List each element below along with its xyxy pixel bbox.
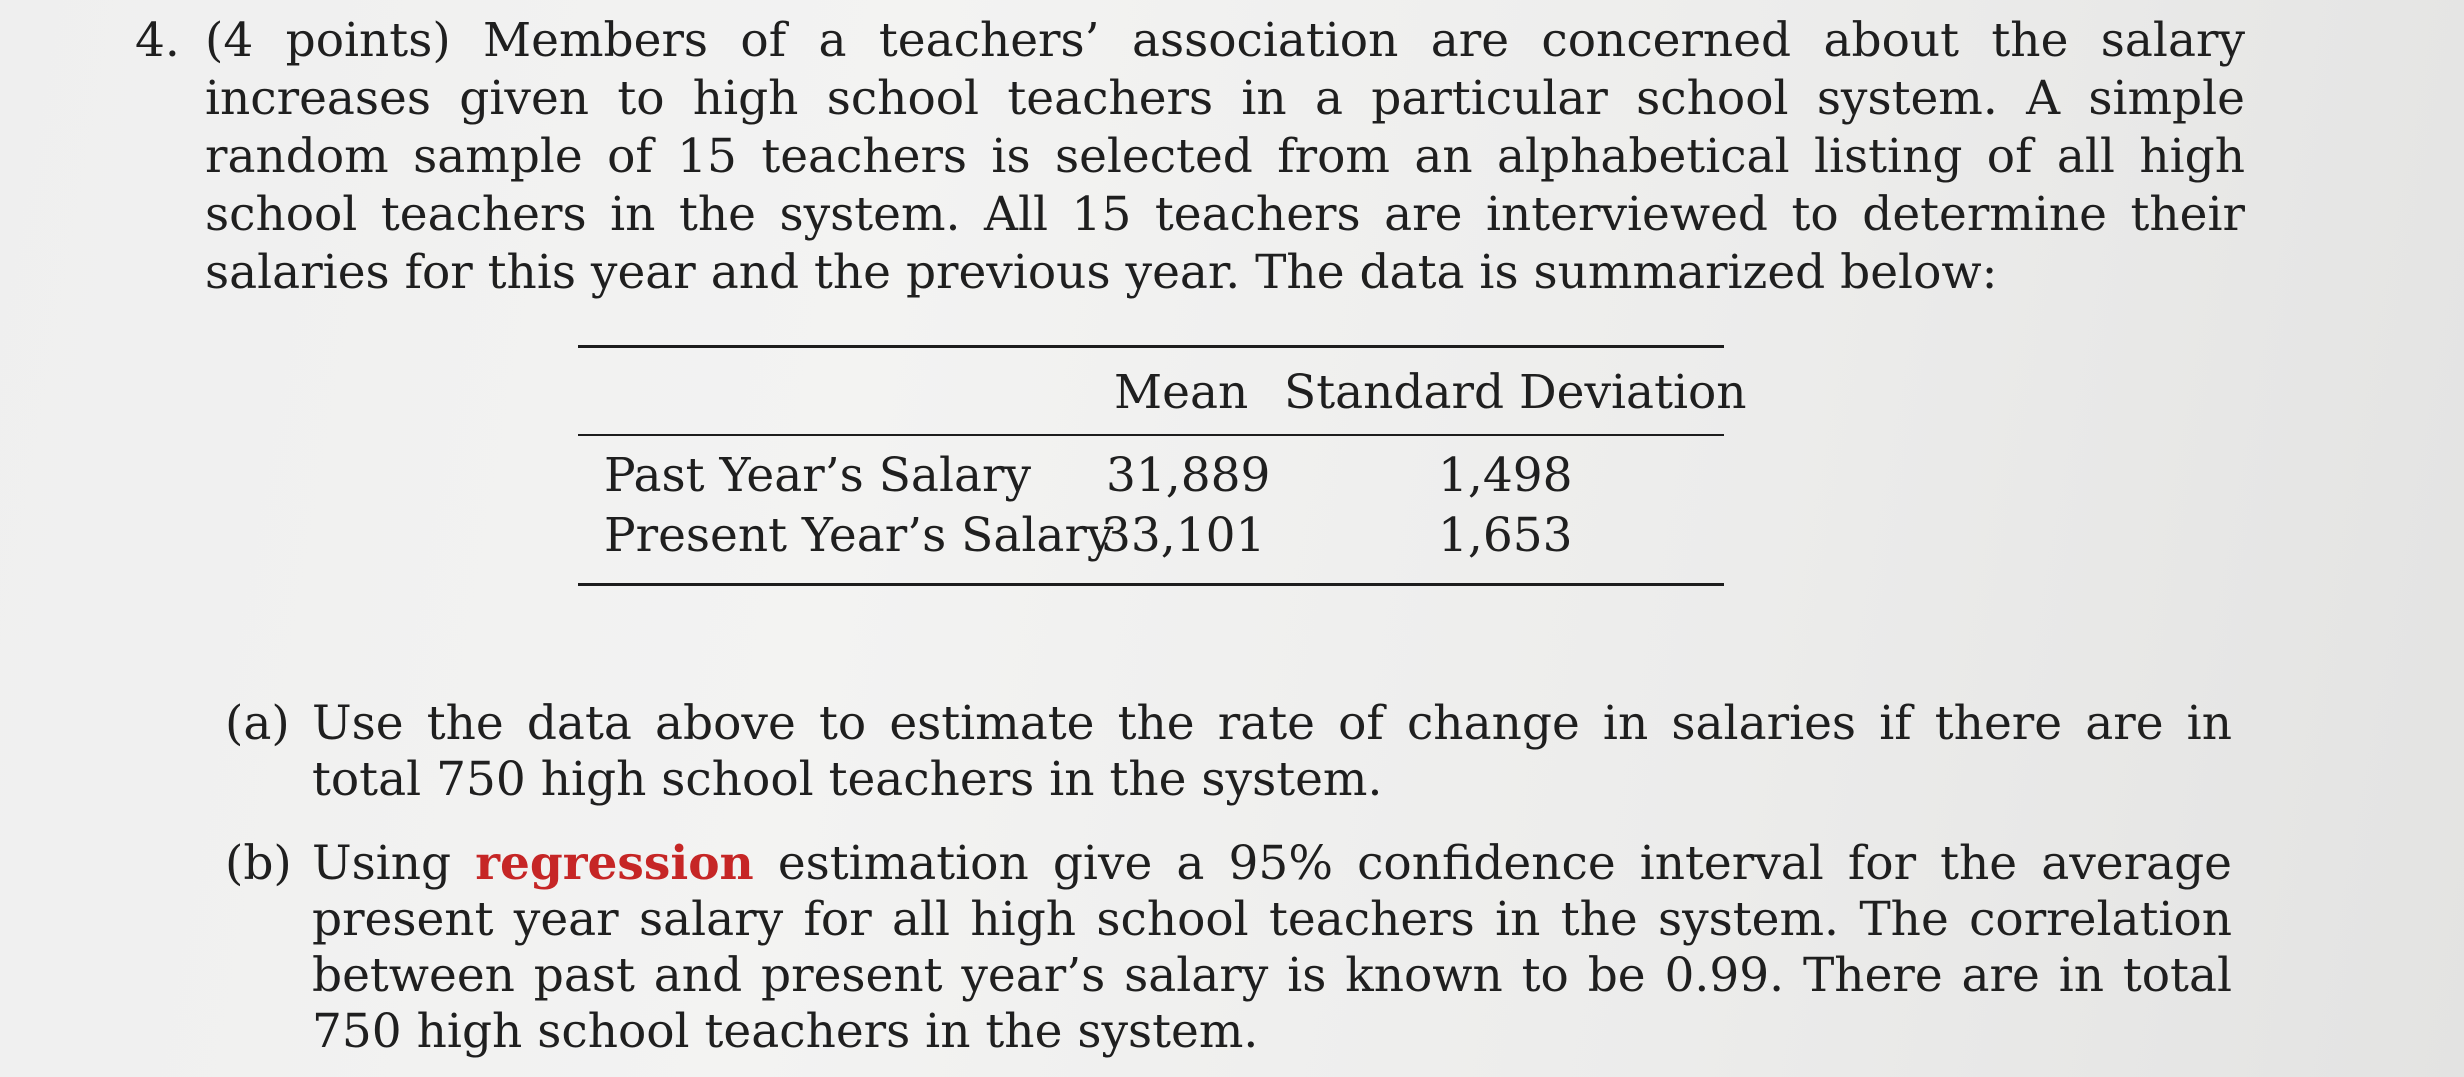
row-label-present-year: Present Year’s Salary bbox=[604, 508, 1114, 563]
part-b bbox=[225, 836, 2245, 1059]
table-bottom-rule bbox=[578, 583, 1724, 586]
part-a bbox=[225, 696, 2245, 816]
column-header-standard-deviation: Standard Deviation bbox=[1284, 365, 1747, 420]
table-header-rule bbox=[578, 434, 1724, 436]
cell-present-year-sd: 1,653 bbox=[1438, 508, 1573, 563]
cell-past-year-sd: 1,498 bbox=[1438, 448, 1573, 503]
part-b-text-before: Using bbox=[312, 836, 476, 891]
regression-highlight: regression bbox=[475, 836, 754, 891]
problem-statement: (4 points) Members of a teachers’ association are concerned about the salary increases given to high school teachers in a particular school system. A simple random sample of 15 teachers is selected from an alphabetical listing of all high school teachers in the system. All 15 teachers are interviewed to determine their salaries for this year and the previous year. The data is summarized below: bbox=[205, 13, 2245, 300]
cell-past-year-mean: 31,889 bbox=[1106, 448, 1271, 503]
part-a-text: Use the data above to estimate the rate of change in salaries if there are in total 750 high school teachers in the system. bbox=[312, 696, 2232, 807]
part-a-label: (a) bbox=[225, 696, 290, 751]
table-top-rule bbox=[578, 345, 1724, 348]
problem-number: 4. bbox=[135, 13, 180, 68]
part-b-text bbox=[312, 836, 2232, 1060]
cell-present-year-mean: 33,101 bbox=[1101, 508, 1266, 563]
part-b-text-after: estimation give a 95% confidence interval for the average present year salary for all high school teachers in the system. The correlation between past and present year’s salary is known to be 0.99. There are in total 750 high school teachers in the system. bbox=[312, 836, 2232, 1059]
part-b-label: (b) bbox=[225, 836, 292, 891]
column-header-mean: Mean bbox=[1114, 365, 1249, 420]
row-label-past-year: Past Year’s Salary bbox=[604, 448, 1032, 503]
